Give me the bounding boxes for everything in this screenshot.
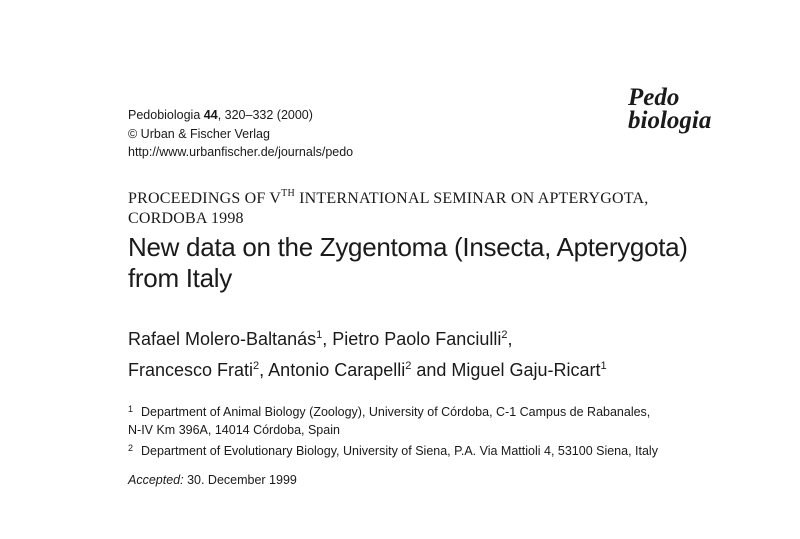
proceedings-sup: TH — [281, 188, 295, 199]
proceedings-prefix: PROCEEDINGS OF V — [128, 190, 282, 207]
author-5: and Miguel Gaju-Ricart — [411, 360, 601, 380]
journal-logo — [628, 86, 711, 132]
affiliation-1-line-1 — [128, 400, 658, 421]
author-3-affil: 2 — [253, 360, 260, 372]
author-2: , Pietro Paolo Fanciulli — [322, 329, 502, 349]
author-5-affil: 1 — [600, 360, 607, 372]
author-1: Rafael Molero-Baltanás — [128, 329, 317, 349]
accepted-date — [128, 473, 297, 487]
proceedings-heading — [128, 184, 648, 229]
title-line-2: from Italy — [128, 263, 232, 293]
journal-volume: 44 — [203, 108, 218, 122]
accepted-label: Accepted: — [128, 473, 184, 487]
authors-line-2 — [128, 353, 607, 384]
journal-url[interactable]: http://www.urbanfischer.de/journals/pedo — [128, 145, 354, 159]
affiliations — [128, 400, 658, 460]
affiliation-2-text: Department of Evolutionary Biology, University of Siena, P.A. Via Mattioli 4, 53100 Siena, Italy — [141, 444, 658, 458]
title-line-1: New data on the Zygentoma (Insecta, Apterygota) — [128, 232, 688, 262]
authors — [128, 322, 607, 384]
proceedings-rest: INTERNATIONAL SEMINAR ON APTERYGOTA, — [294, 190, 649, 207]
publisher: © Urban & Fischer Verlag — [128, 126, 270, 141]
author-4: , Antonio Carapelli — [259, 360, 406, 380]
affiliation-2-number: 2 — [128, 443, 134, 453]
author-3: Francesco Frati — [128, 360, 254, 380]
affiliation-2 — [128, 439, 658, 460]
journal-info — [128, 106, 353, 162]
proceedings-line-2: CORDOBA 1998 — [128, 210, 244, 227]
author-4-affil: 2 — [405, 360, 412, 372]
proceedings-line-1 — [128, 184, 648, 209]
affiliation-1-line-2: N-IV Km 396A, 14014 Córdoba, Spain — [128, 423, 340, 437]
affiliation-1-text: Department of Animal Biology (Zoology), University of Córdoba, C-1 Campus de Rabanales, — [141, 405, 651, 419]
logo-line-1: Pedo — [628, 84, 680, 111]
accepted-value: 30. December 1999 — [183, 473, 297, 487]
citation-line: Pedobiologia 44, 320–332 (2000) — [128, 108, 313, 122]
affiliation-1-number: 1 — [128, 404, 134, 414]
paper-title — [128, 232, 688, 294]
logo-line-2: biologia — [628, 107, 712, 134]
authors-line-1 — [128, 322, 607, 353]
authors-comma: , — [507, 329, 513, 349]
journal-name: Pedobiologia — [128, 108, 201, 122]
journal-pages: 320–332 (2000) — [224, 108, 313, 122]
author-1-affil: 1 — [316, 329, 323, 341]
author-2-affil: 2 — [501, 329, 508, 341]
